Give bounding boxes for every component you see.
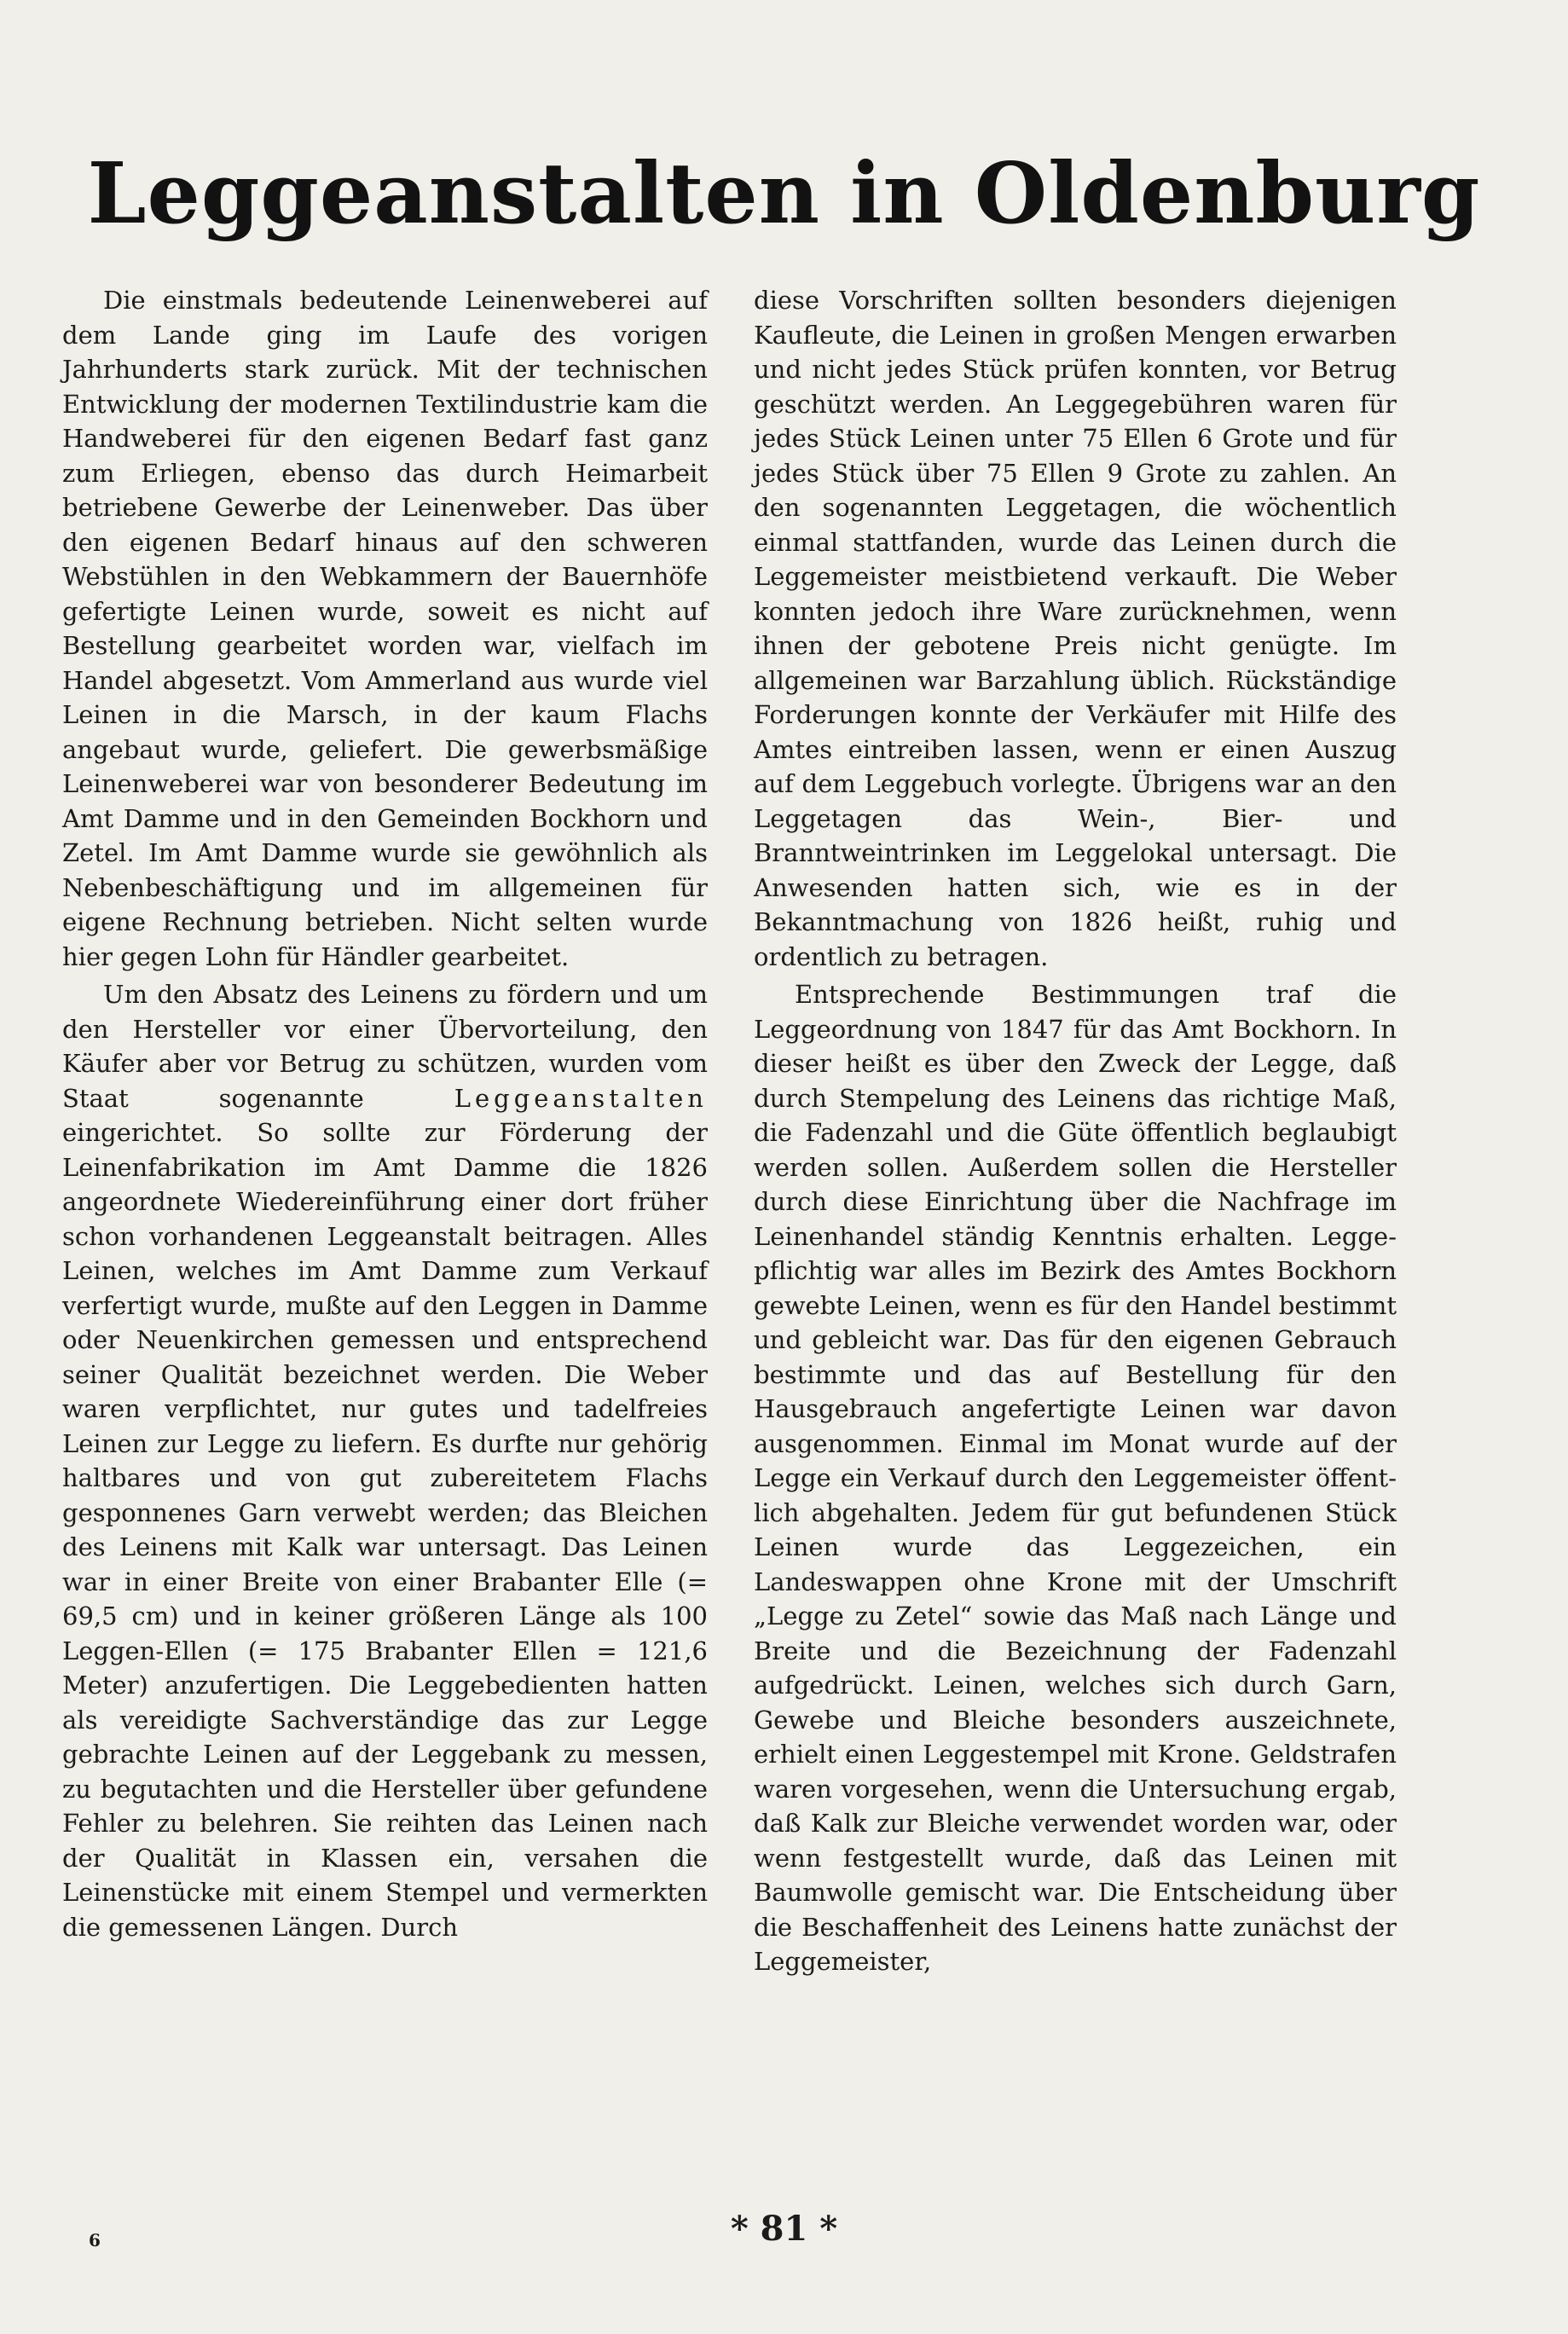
page-number: * 81 * — [730, 2209, 838, 2249]
paragraph: Entsprechende Bestimmungen traf die Leggeordnung von 1847 für das Amt Bockhorn. In dieser heißt es über den Zweck der Legge, daß durch Stempelung des Leinens das richtige Maß, die Fadenzahl und die Güte öffentlich beglaubigt werden sollen. Außerdem sollen die Hersteller durch diese Einrichtung über die Nachfrage im Leinenhandel ständig Kenntnis erhalten. Leggepflichtig war alles im Bezirk des Amtes Bockhorn gewebte Leinen, wenn es für den Handel bestimmt und gebleicht war. Das für den eigenen Gebrauch bestimmte und das auf Bestellung für den Hausgebrauch angefertigte Leinen war davon ausgenommen. Einmal im Monat wurde auf der Legge ein Verkauf durch den Leggemeister öffentlich abgehalten. Jedem für gut befundenen Stück Leinen wurde das Leggezeichen, ein Landeswappen ohne Krone mit der Umschrift „Legge zu Zetel“ sowie das Maß nach Länge und Breite und die Bezeichnung der Fadenzahl aufgedrückt. Leinen, welches sich durch Garn, Gewebe und Bleiche besonders auszeichnete, erhielt einen Leggestempel mit Krone. Geldstrafen waren vorgesehen, wenn die Untersuchung ergab, daß Kalk zur Bleiche verwendet worden war, oder wenn festgestellt wurde, daß das Leinen mit Baumwolle gemischt war. Die Entscheidung über die Beschaffenheit des Leinens hatte zunächst der Leggemeister, — [754, 980, 1397, 1976]
signature-mark: 6 — [89, 2230, 101, 2250]
paragraph: diese Vorschriften sollten besonders diejenigen Kaufleute, die Leinen in großen Mengen erwarben und nicht jedes Stück prüfen konnten, vor Betrug geschützt werden. An Leggegebühren waren für jedes Stück Leinen unter 75 Ellen 6 Grote und für jedes Stück über 75 Ellen 9 Grote zu zahlen. An den sogenannten Leggetagen, die wöchentlich einmal stattfanden, wurde das Leinen durch die Leggemeister meistbietend verkauft. Die Weber konnten jedoch ihre Ware zurücknehmen, wenn ihnen der gebotene Preis nicht genügte. Im allgemeinen war Barzahlung üblich. Rückständige Forderungen konnte der Verkäufer mit Hilfe des Amtes eintreiben lassen, wenn er einen Auszug auf dem Leggebuch vorlegte. Übrigens war an den Leggetagen das Wein-, Bier- und Branntweintrinken im Leggelokal untersagt. Die Anwesenden hatten sich, wie es in der Bekanntmachung von 1826 heißt, ruhig und ordentlich zu betragen. — [754, 286, 1397, 971]
paragraph-text: Um den Absatz des Leinens zu fördern und um den Hersteller vor einer Übervorteilung, den Käufer aber vor Betrug zu schützen, wurden vom Staat sogenannte — [62, 980, 708, 1113]
page-title: Leggeanstalten in Oldenburg — [87, 145, 1481, 243]
paragraph-text: eingerichtet. So sollte zur Förderung der Leinenfabrikation im Amt Damme die 1826 angeordnete Wiedereinführung einer dort früher schon vorhandenen Leggeanstalt beitragen. Alles Leinen, welches im Amt Damme zum Verkauf verfertigt wurde, mußte auf den Leggen in Damme oder Neuenkirchen gemessen und entsprechend seiner Qualität bezeichnet werden. Die Weber waren verpflichtet, nur gutes und tadelfreies Leinen zur Legge zu liefern. Es durfte nur gehörig haltbares und von gut zubereitetem Flachs gesponnenes Garn verwebt werden; das Bleichen des Leinens mit Kalk war untersagt. Das Leinen war in einer Breite von einer Brabanter Elle (= 69,5 cm) und in keiner größeren Länge als 100 Leggen-Ellen (= 175 Brabanter Ellen = 121,6 Meter) anzufertigen. Die Leggebedienten hatten als vereidigte Sachverständige das zur Legge gebrachte Leinen auf der Leggebank zu messen, zu begutachten und die Hersteller über gefundene Fehler zu belehren. Sie reihten das Leinen nach der Qualität in Klassen ein, versahen die Leinenstücke mit einem Stempel und vermerkten die gemessenen Längen. Durch — [62, 1118, 708, 1942]
right-column — [754, 283, 1397, 1979]
left-column — [62, 283, 708, 1944]
paragraph — [62, 977, 708, 1944]
spaced-term: Leggeanstalten — [454, 1083, 708, 1113]
paragraph: Die einstmals bedeutende Leinenweberei auf dem Lande ging im Laufe des vorigen Jahrhunderts stark zurück. Mit der technischen Entwicklung der modernen Textilindustrie kam die Handweberei für den eigenen Bedarf fast ganz zum Erliegen, ebenso das durch Heimarbeit betriebene Gewerbe der Leinenweber. Das über den eigenen Bedarf hinaus auf den schweren Webstühlen in den Webkammern der Bauernhöfe gefertigte Leinen wurde, soweit es nicht auf Bestellung gearbeitet worden war, vielfach im Handel abgesetzt. Vom Ammerland aus wurde viel Leinen in die Marsch, in der kaum Flachs angebaut wurde, geliefert. Die gewerbsmäßige Leinenweberei war von besonderer Bedeutung im Amt Damme und in den Gemeinden Bockhorn und Zetel. Im Amt Damme wurde sie gewöhnlich als Nebenbeschäftigung und im allgemeinen für eigene Rechnung betrieben. Nicht selten wurde hier gegen Lohn für Händler gearbeitet. — [62, 286, 708, 971]
